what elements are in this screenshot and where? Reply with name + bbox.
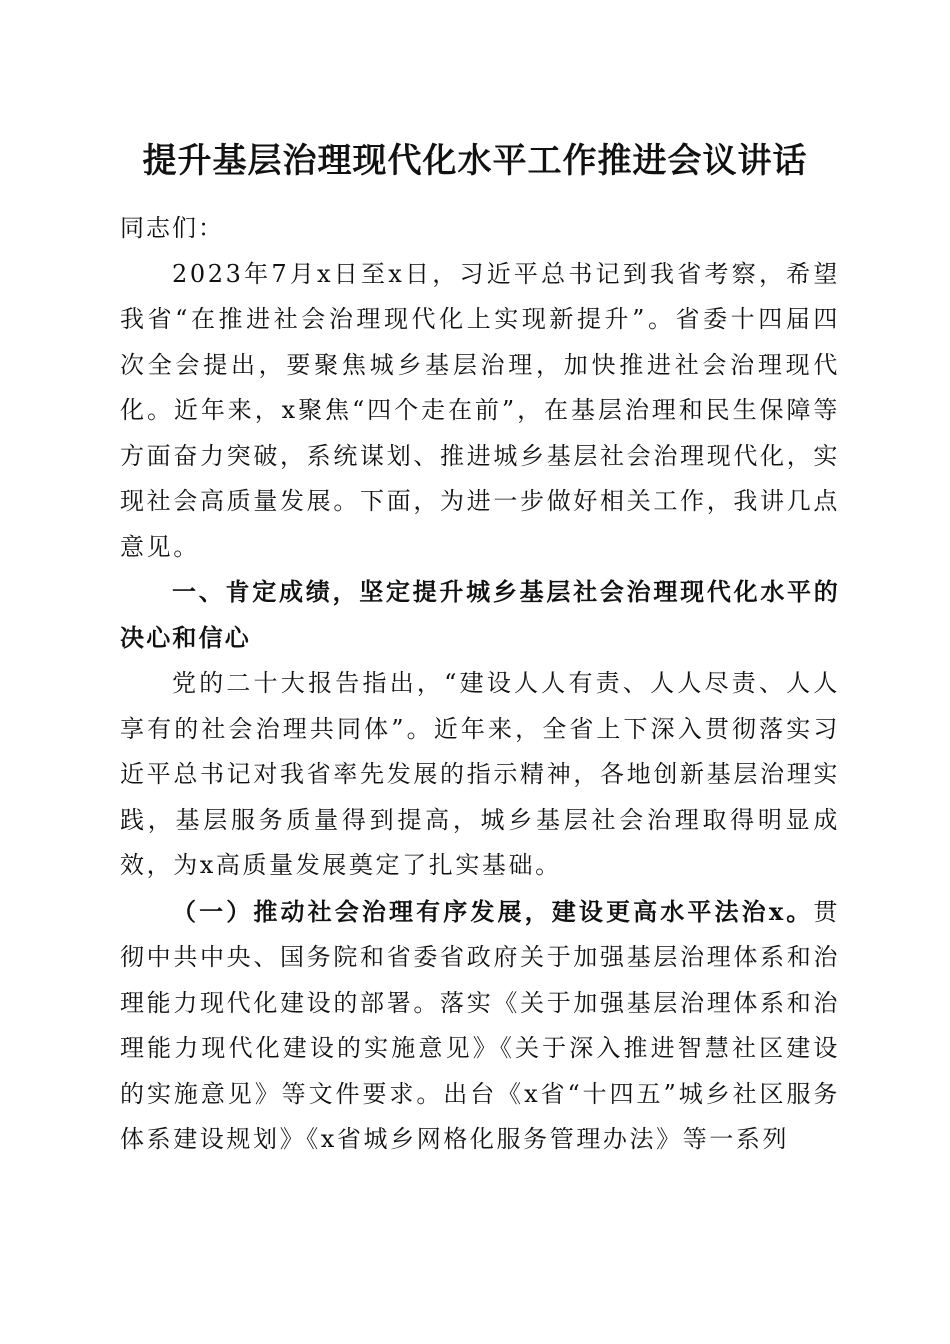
intro-paragraph: 2023年7月x日至x日，习近平总书记到我省考察，希望我省“在推进社会治理现代化上实现新提升”。省委十四届四次全会提出，要聚焦城乡基层治理，加快推进社会治理现代化。近年来，x聚焦“四个走在前”，在基层治理和民生保障等方面奋力突破，系统谋划、推进城乡基层社会治理现代化，实现社会高质量发展。下面，为进一步做好相关工作，我讲几点意见。 — [120, 259, 840, 561]
salutation: 同志们： — [120, 214, 224, 242]
subsection-1-body: 贯彻中共中央、国务院和省委省政府关于加强基层治理体系和治理能力现代化建设的部署。落实《关于加强基层治理体系和治理能力现代化建设的实施意见》《关于深入推进智慧社区建设的实施意见》等文件要求。出台《x省“十四五”城乡社区服务体系建设规划》《x省城乡网格化服务管理办法》等一系列 — [120, 897, 840, 1153]
document-body — [120, 206, 840, 1163]
section-1-paragraph: 党的二十大报告指出，“建设人人有责、人人尽责、人人享有的社会治理共同体”。近年来，全省上下深入贯彻落实习近平总书记对我省率先发展的指示精神，各地创新基层治理实践，基层服务质量得到提高，城乡基层社会治理取得明显成效，为x高质量发展奠定了扎实基础。 — [120, 669, 840, 879]
subsection-1-paragraph — [120, 889, 840, 1163]
subsection-1-lead: （一）推动社会治理有序发展，建设更高水平法治x。 — [172, 896, 814, 926]
document-title: 提升基层治理现代化水平工作推进会议讲话 — [142, 141, 808, 181]
section-heading-1: 一、肯定成绩，坚定提升城乡基层社会治理现代化水平的决心和信心 — [120, 578, 840, 652]
